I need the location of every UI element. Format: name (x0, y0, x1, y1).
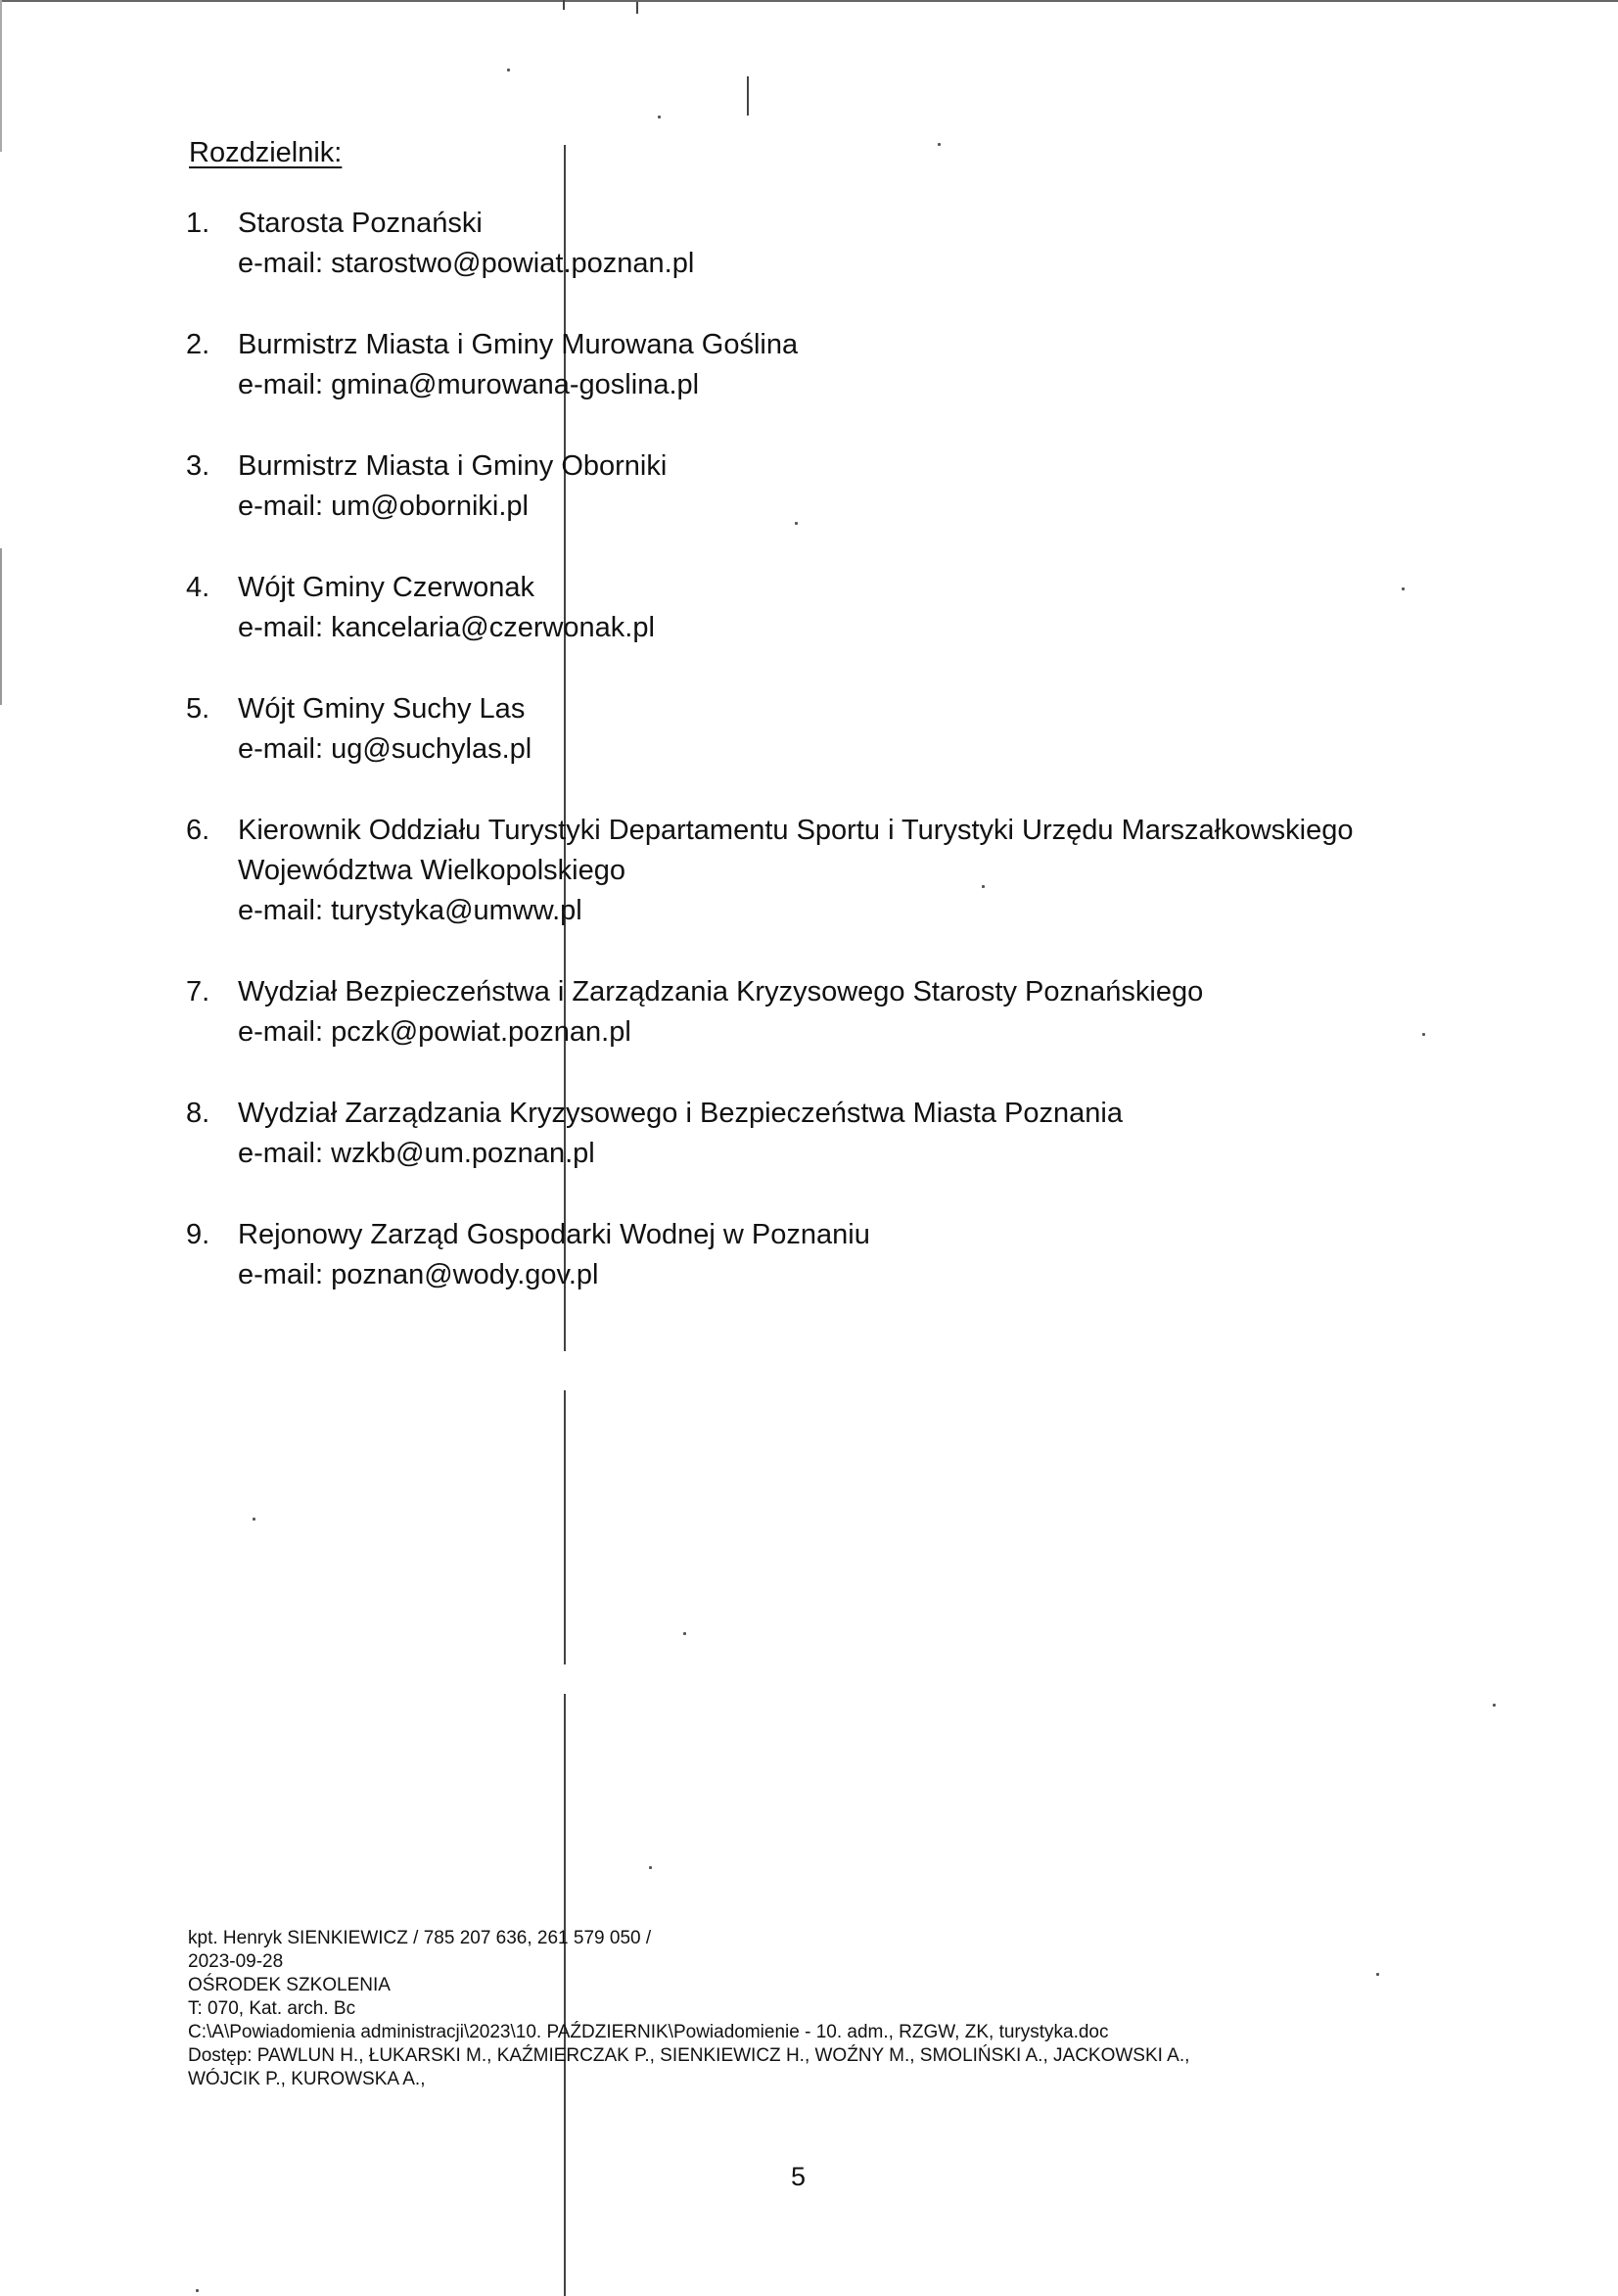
scan-speck (683, 1632, 686, 1635)
list-item-number: 5. (186, 693, 210, 725)
scan-fold-gap (562, 1351, 568, 1390)
recipient-name: Kierownik Oddziału Turystyki Departamentu Sportu i Turystyki Urzędu Marszałkowskiego (238, 815, 1354, 846)
list-item (186, 325, 1458, 405)
recipient-name: Wydział Zarządzania Kryzysowego i Bezpieczeństwa Miasta Poznania (238, 1098, 1123, 1129)
list-item (186, 689, 1458, 770)
distribution-list (186, 204, 1458, 1336)
page-number: 5 (791, 2162, 807, 2191)
recipient-name: Burmistrz Miasta i Gminy Oborniki (238, 450, 668, 482)
list-item (186, 568, 1458, 648)
recipient-name: Wydział Bezpieczeństwa i Zarządzania Kryzysowego Starosty Poznańskiego (238, 976, 1204, 1007)
scan-speck (253, 1518, 255, 1521)
list-item (186, 972, 1458, 1053)
recipient-email: e-mail: starostwo@powiat.poznan.pl (238, 248, 695, 279)
list-item-number: 8. (186, 1098, 210, 1129)
list-item-number: 6. (186, 815, 210, 846)
recipient-email: e-mail: ug@suchylas.pl (238, 733, 532, 765)
list-item-number: 4. (186, 572, 210, 603)
recipient-email: e-mail: poznan@wody.gov.pl (238, 1259, 599, 1290)
recipient-email: e-mail: gmina@murowana-goslina.pl (238, 369, 700, 400)
recipient-name-continued: Województwa Wielkopolskiego (238, 855, 625, 886)
recipient-email: e-mail: kancelaria@czerwonak.pl (238, 612, 655, 643)
list-item-number: 1. (186, 208, 210, 239)
scan-fold-gap (562, 1664, 568, 1694)
footer-date: 2023-09-28 (188, 1951, 284, 1972)
recipient-name: Starosta Poznański (238, 208, 483, 239)
footer-access-list: Dostęp: PAWLUN H., ŁUKARSKI M., KAŹMIERCZAK P., SIENKIEWICZ H., WOŹNY M., SMOLIŃSKI A., JACKOWSKI A., (188, 2045, 1190, 2066)
list-item (186, 811, 1458, 931)
document-footer (188, 1927, 1460, 2091)
scan-edge-left (0, 0, 2, 152)
recipient-name: Wójt Gminy Suchy Las (238, 693, 526, 725)
scan-mark (636, 2, 638, 14)
scan-edge-left-lower (0, 548, 2, 705)
scan-speck (649, 1866, 652, 1869)
footer-author: kpt. Henryk SIENKIEWICZ / 785 207 636, 261 579 050 / (188, 1928, 652, 1948)
list-item-number: 7. (186, 976, 210, 1007)
list-item-number: 9. (186, 1219, 210, 1250)
scan-speck (1493, 1704, 1496, 1707)
scan-speck (658, 116, 661, 118)
recipient-email: e-mail: um@oborniki.pl (238, 491, 529, 522)
list-item (186, 1094, 1458, 1174)
scan-speck (507, 69, 510, 71)
recipient-name: Rejonowy Zarząd Gospodarki Wodnej w Poznaniu (238, 1219, 870, 1250)
distribution-list-heading: Rozdzielnik: (189, 137, 343, 168)
list-item (186, 1215, 1458, 1295)
recipient-name: Burmistrz Miasta i Gminy Murowana Goślina (238, 329, 799, 360)
scan-edge-top (0, 0, 1618, 2)
list-item-number: 3. (186, 450, 210, 482)
scan-mark (563, 0, 565, 10)
footer-unit: OŚRODEK SZKOLENIA (188, 1975, 391, 1995)
footer-file-path: C:\A\Powiadomienia administracji\2023\10. PAŹDZIERNIK\Powiadomienie - 10. adm., RZGW, ZK, turystyka.doc (188, 2022, 1109, 2042)
scan-mark (747, 76, 749, 116)
list-item-number: 2. (186, 329, 210, 360)
scan-speck (196, 2289, 199, 2292)
recipient-email: e-mail: turystyka@umww.pl (238, 895, 582, 926)
footer-access-list-continued: WÓJCIK P., KUROWSKA A., (188, 2069, 426, 2089)
list-item (186, 446, 1458, 527)
recipient-name: Wójt Gminy Czerwonak (238, 572, 534, 603)
recipient-email: e-mail: wzkb@um.poznan.pl (238, 1138, 595, 1169)
footer-archive-category: T: 070, Kat. arch. Bc (188, 1998, 356, 2019)
recipient-email: e-mail: pczk@powiat.poznan.pl (238, 1016, 631, 1048)
list-item (186, 204, 1458, 284)
scan-speck (938, 143, 941, 146)
